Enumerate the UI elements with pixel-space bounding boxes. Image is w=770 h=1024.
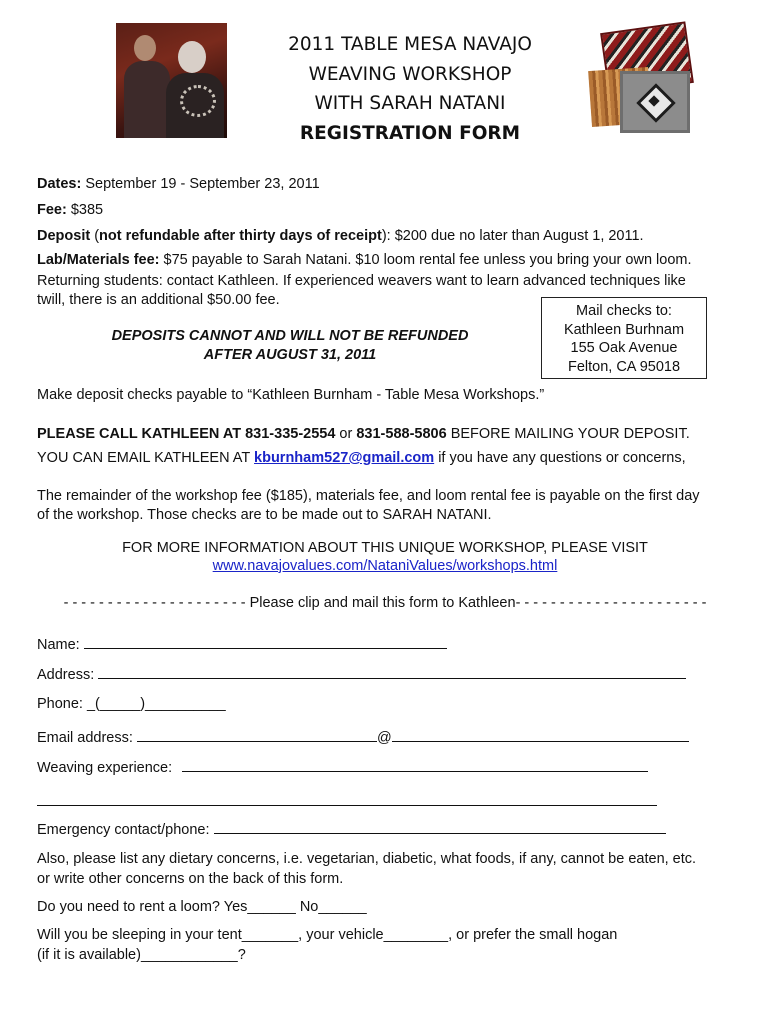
email-link[interactable]: kburnham527@gmail.com (254, 450, 435, 466)
weaving-label: Weaving experience: (37, 760, 173, 776)
clip-divider: - - - - - - - - - - - - - - - - - - - - - Please clip and mail this form to Kathleen- - - - - - - - - - - - - - - - - - - - - - (63, 595, 707, 611)
name-row (37, 634, 447, 655)
necklace-detail (180, 85, 216, 117)
dates-label: Dates: (37, 176, 82, 192)
name-field[interactable] (84, 634, 447, 649)
phone-field[interactable]: _(_____)__________ (82, 696, 226, 712)
email-row (37, 727, 689, 748)
call-line (37, 425, 690, 444)
remainder-line-2: of the workshop. Those checks are to be made out to SARAH NATANI. (37, 507, 492, 523)
address-row (37, 664, 686, 685)
email-prefix: YOU CAN EMAIL KATHLEEN AT (37, 450, 255, 466)
title-registration-form: REGISTRATION FORM (299, 122, 521, 144)
workshop-website-link[interactable]: www.navajovalues.com/NataniValues/workshops.html (212, 558, 558, 574)
mail-box-line-1: Mail checks to: (576, 303, 672, 319)
title-line-3: WITH SARAH NATANI (314, 93, 506, 114)
address-label: Address: (37, 667, 95, 683)
sleep-line-1[interactable]: Will you be sleeping in your tent_______, your vehicle________, or prefer the small hogan (37, 927, 618, 943)
fee-line (37, 201, 103, 220)
remainder-line-1: The remainder of the workshop fee ($185), materials fee, and loom rental fee is payable on the first day (37, 488, 700, 504)
weaving-field-line-2[interactable] (37, 792, 657, 806)
instructors-photo (116, 23, 227, 138)
weaving-field[interactable] (182, 757, 648, 772)
person-figure-left (124, 61, 170, 138)
dietary-line-2: or write other concerns on the back of this form. (37, 871, 344, 887)
returning-line-2: twill, there is an additional $50.00 fee. (37, 292, 280, 308)
rug-gray-icon (620, 71, 690, 133)
fee-label: Fee: (37, 202, 67, 218)
phone-row (37, 695, 226, 714)
payable-line: Make deposit checks payable to “Kathleen Burnham - Table Mesa Workshops.” (37, 387, 545, 403)
call-rest: BEFORE MAILING YOUR DEPOSIT. (446, 426, 690, 442)
navajo-rugs-image (586, 25, 692, 133)
email-domain-field[interactable] (392, 727, 689, 742)
phone-label: Phone: (37, 696, 83, 712)
call-phone-2: 831-588-5806 (356, 426, 447, 442)
refund-notice-line-1: DEPOSITS CANNOT AND WILL NOT BE REFUNDED (111, 328, 469, 344)
weaving-row (37, 757, 648, 778)
email-at: @ (376, 730, 392, 746)
emergency-label: Emergency contact/phone: (37, 822, 210, 838)
email-suffix: if you have any questions or concerns, (434, 450, 686, 466)
more-info-link-row (0, 557, 770, 576)
address-field[interactable] (98, 664, 686, 679)
deposit-paren: ( (90, 228, 100, 244)
mail-checks-box (541, 297, 707, 379)
call-or: or (335, 426, 357, 442)
person-head-left (134, 35, 156, 61)
email-user-field[interactable] (137, 727, 377, 742)
refund-notice-line-2: AFTER AUGUST 31, 2011 (203, 346, 377, 363)
fee-value: $385 (66, 202, 104, 218)
email-line (37, 449, 686, 468)
mail-box-line-4: Felton, CA 95018 (567, 358, 681, 375)
email-label: Email address: (37, 730, 133, 746)
emergency-row (37, 819, 666, 840)
loom-question[interactable]: Do you need to rent a loom? Yes______ No______ (37, 899, 367, 915)
person-head-right (178, 41, 206, 73)
emergency-field[interactable] (214, 819, 666, 834)
returning-line-1: Returning students: contact Kathleen. If experienced weavers want to learn advanced techniques like (37, 273, 686, 289)
title-line-2: WEAVING WORKSHOP (308, 63, 512, 85)
mail-box-line-2: Kathleen Burhnam (563, 321, 685, 338)
mail-box-line-3: 155 Oak Avenue (570, 340, 678, 356)
page-title (230, 30, 590, 148)
refund-notice (85, 327, 495, 364)
dates-line (37, 175, 320, 194)
sleep-line-2[interactable]: (if it is available)____________? (37, 947, 246, 963)
dates-value: September 19 - September 23, 2011 (81, 176, 320, 192)
deposit-nonrefundable: not refundable after thirty days of receipt (99, 228, 382, 244)
title-line-1: 2011 TABLE MESA NAVAJO (288, 34, 532, 55)
deposit-label: Deposit (37, 228, 91, 244)
deposit-rest: ): $200 due no later than August 1, 2011. (381, 228, 644, 244)
lab-fee-line (37, 251, 692, 270)
dietary-line-1: Also, please list any dietary concerns, i.e. vegetarian, diabetic, what foods, if any, cannot be eaten, etc. (37, 851, 697, 867)
more-info-line: FOR MORE INFORMATION ABOUT THIS UNIQUE WORKSHOP, PLEASE VISIT (122, 540, 648, 556)
call-phone-1: PLEASE CALL KATHLEEN AT 831-335-2554 (37, 426, 336, 442)
name-label: Name: (37, 637, 80, 653)
lab-fee-label: Lab/Materials fee: (37, 252, 160, 268)
lab-fee-value: $75 payable to Sarah Natani. $10 loom rental fee unless you bring your own loom. (159, 252, 692, 268)
deposit-line (37, 227, 644, 246)
